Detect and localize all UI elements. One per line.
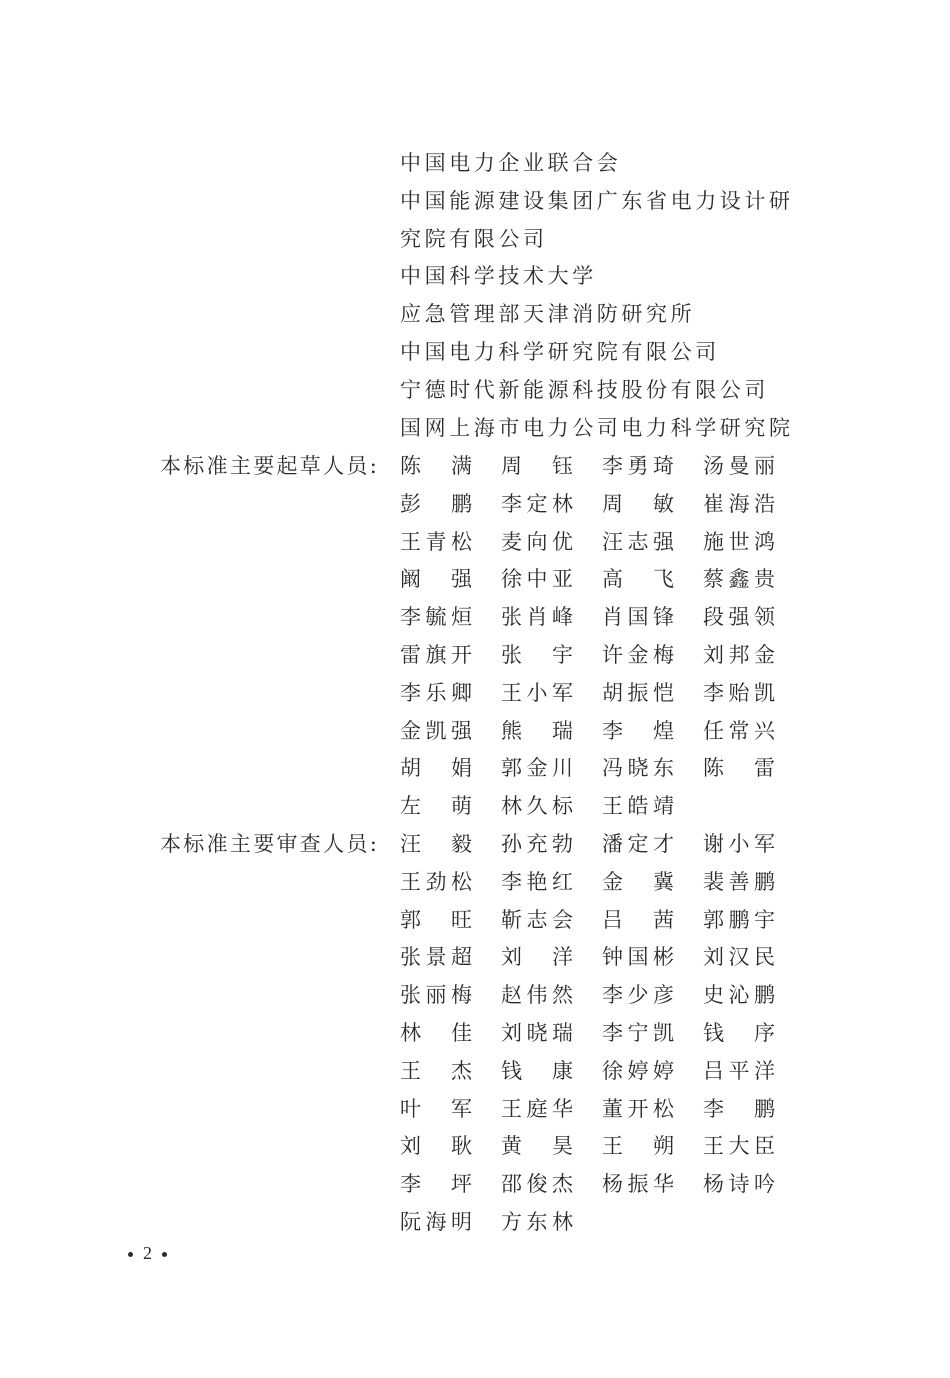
person-name: 吕 平 洋 [703, 1058, 775, 1083]
organization-line: 宁德时代新能源科技股份有限公司 [400, 377, 769, 402]
person-name: 冯 晓 东 [602, 756, 674, 781]
person-name: 王 庭 华 [501, 1096, 573, 1121]
person-name: 郭 金 川 [501, 756, 573, 781]
page-number-footer [118, 1238, 177, 1268]
person-name: 李 宁 凯 [602, 1020, 674, 1045]
person-name: 麦 向 优 [501, 529, 573, 554]
bullet-dot-left-icon [128, 1252, 133, 1257]
person-name: 汪 毅 [400, 832, 472, 856]
person-name: 胡 娟 [400, 756, 472, 781]
person-name: 李 乐 卿 [400, 680, 472, 705]
organization-line: 中国科学技术大学 [400, 264, 597, 289]
person-name: 阮 海 明 [400, 1209, 472, 1234]
person-name: 刘 汉 民 [703, 945, 775, 970]
person-name: 施 世 鸿 [703, 529, 775, 554]
person-name: 蔡 鑫 贵 [703, 567, 775, 592]
person-name: 孙 充 勃 [501, 832, 573, 856]
person-name: 赵 伟 然 [501, 983, 573, 1008]
person-name: 李 贻 凯 [703, 680, 775, 705]
person-name: 李 鹏 [703, 1096, 775, 1121]
person-name: 张 景 超 [400, 945, 472, 970]
person-name: 郭 鹏 宇 [703, 907, 775, 932]
person-name: 熊 瑞 [501, 718, 573, 743]
page-number: 2 [143, 1243, 152, 1263]
person-name: 刘 晓 瑞 [501, 1020, 573, 1045]
person-name: 邵 俊 杰 [501, 1172, 573, 1197]
organization-line: 中国电力企业联合会 [400, 151, 622, 175]
person-name: 杨 诗 吟 [703, 1172, 775, 1197]
person-name: 叶 军 [400, 1096, 472, 1121]
person-name: 谢 小 军 [703, 832, 775, 856]
person-name: 郭 旺 [400, 907, 472, 932]
person-name: 徐 中 亚 [501, 567, 573, 592]
person-name: 刘 洋 [501, 945, 573, 970]
person-name: 王 杰 [400, 1058, 472, 1083]
person-name: 李 坪 [400, 1172, 472, 1197]
person-name: 王 劲 松 [400, 869, 472, 894]
person-name: 金 冀 [602, 869, 674, 894]
organization-line: 应急管理部天津消防研究所 [400, 302, 696, 327]
person-name: 林 佳 [400, 1020, 472, 1045]
person-name: 李 毓 烜 [400, 605, 472, 630]
person-name: 王 大 臣 [703, 1134, 775, 1159]
person-name: 裴 善 鹏 [703, 869, 775, 894]
person-name: 张 丽 梅 [400, 983, 472, 1008]
person-name: 李 煌 [602, 718, 674, 743]
person-name: 方 东 林 [501, 1209, 573, 1234]
person-name: 王 朔 [602, 1134, 674, 1159]
person-name: 张 宇 [501, 642, 573, 667]
organization-line: 国网上海市电力公司电力科学研究院 [400, 415, 794, 440]
person-name: 王 小 军 [501, 680, 573, 705]
person-name: 金 凯 强 [400, 718, 472, 743]
person-name: 林 久 标 [501, 794, 573, 819]
person-name: 钱 序 [703, 1020, 775, 1045]
person-name: 刘 耿 [400, 1134, 472, 1159]
person-name: 董 开 松 [602, 1096, 674, 1121]
person-name: 任 常 兴 [703, 718, 775, 743]
person-name: 靳 志 会 [501, 907, 573, 932]
person-name: 李 定 林 [501, 491, 573, 516]
person-name: 钟 国 彬 [602, 945, 674, 970]
person-name: 钱 康 [501, 1058, 573, 1083]
person-name: 杨 振 华 [602, 1172, 674, 1197]
person-name: 吕 茜 [602, 907, 674, 932]
person-name: 汪 志 强 [602, 529, 674, 554]
person-name: 许 金 梅 [602, 642, 674, 667]
person-name: 徐 婷 婷 [602, 1058, 674, 1083]
person-name: 汤 曼 丽 [703, 454, 775, 478]
person-name: 刘 邦 金 [703, 642, 775, 667]
person-name: 阚 强 [400, 567, 472, 592]
drafters-label: 本标准主要起草人员: [160, 454, 380, 478]
bullet-dot-right-icon [162, 1252, 167, 1257]
organization-line: 中国能源建设集团广东省电力设计研 [400, 188, 794, 213]
person-name: 黄 昊 [501, 1134, 573, 1159]
person-name: 陈 雷 [703, 756, 775, 781]
person-name: 史 沁 鹏 [703, 983, 775, 1008]
person-name: 崔 海 浩 [703, 491, 775, 516]
participating-organizations-list [400, 145, 830, 447]
organization-line: 究院有限公司 [400, 226, 548, 251]
person-name: 潘 定 才 [602, 832, 674, 856]
person-name: 段 强 领 [703, 605, 775, 630]
person-name: 王 青 松 [400, 529, 472, 554]
person-name: 高 飞 [602, 567, 674, 592]
person-name: 左 萌 [400, 794, 472, 819]
person-name: 周 钰 [501, 454, 573, 478]
person-name: 陈 满 [400, 454, 472, 478]
person-name: 张 肖 峰 [501, 605, 573, 630]
organization-line: 中国电力科学研究院有限公司 [400, 339, 720, 364]
person-name: 肖 国 锋 [602, 605, 674, 630]
person-name: 周 敏 [602, 491, 674, 516]
person-name: 王 皓 靖 [602, 794, 674, 819]
reviewers-label: 本标准主要审查人员: [160, 832, 380, 856]
person-name: 彭 鹏 [400, 491, 472, 516]
person-name: 李 少 彦 [602, 983, 674, 1008]
person-name: 雷 旗 开 [400, 642, 472, 667]
person-name: 李 勇 琦 [602, 454, 674, 478]
person-name: 李 艳 红 [501, 869, 573, 894]
person-name: 胡 振 恺 [602, 680, 674, 705]
